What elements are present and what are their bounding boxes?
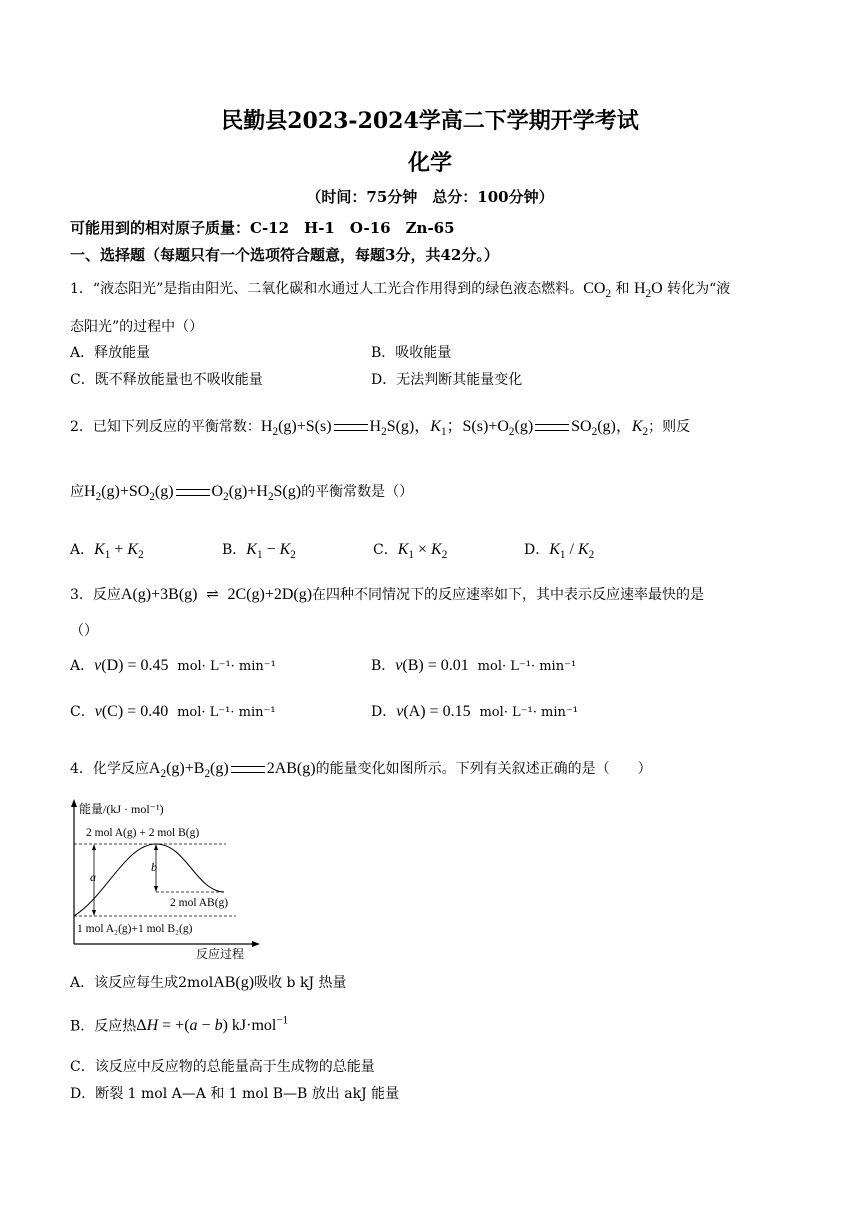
q4-option-b-label: B．反应热 xyxy=(70,1018,137,1035)
x-axis-arrow xyxy=(252,941,260,947)
time-info: （时间：75分钟 总分：100分钟） xyxy=(306,188,554,206)
question-3-stem xyxy=(70,584,704,604)
co2-formula: $CO_2$ xyxy=(583,280,612,301)
q2-reaction-1: $H_2(g)+S(s)$ $H_2S(g)$，$K_1$；$S(s)+O_2(g)$ $SO_2(g)$，$K_2$ xyxy=(260,418,649,439)
q3-option-a: A．v(D) = 0.45 mol· L⁻¹· min⁻¹ xyxy=(70,657,276,674)
q4-option-a-tail: 吸收 b kJ 热量 xyxy=(254,975,347,991)
q3-option-d: D．v(A) = 0.15 mol· L⁻¹· min⁻¹ xyxy=(371,703,578,720)
q3-option-c-label: C． xyxy=(70,704,95,720)
q2-option-a-label: A． xyxy=(70,542,95,558)
q4-stem-b: 的能量变化如图所示。下列有关叙述正确的是（ ） xyxy=(315,761,652,777)
q3-option-d-label: D． xyxy=(371,704,397,720)
q2-option-c-label: C． xyxy=(373,542,398,558)
q2-stem-c: 应 xyxy=(70,484,84,500)
section-one-heading: 一、选择题（每题只有一个选项符合题意，每题3分，共42分。） xyxy=(70,246,499,264)
arrow-a-head-bottom xyxy=(92,910,96,916)
q4-option-c: C．该反应中反应物的总能量高于生成物的总能量 xyxy=(70,1059,375,1075)
question-2-stem-line2 xyxy=(70,481,413,503)
q1-option-a: A．释放能量 xyxy=(70,345,151,361)
h2o-formula: $H_2O$ xyxy=(633,280,663,301)
q2-option-b: B．$K_1 - K_2$ xyxy=(222,541,296,562)
q2-stem-a: 2．已知下列反应的平衡常数： xyxy=(70,419,261,435)
subject-title: 化学 xyxy=(407,150,452,176)
arrow-a-head-top xyxy=(92,844,96,850)
q2-target-reaction: $H_2(g)+SO_2(g)$ $O_2(g)+H_2S(g)$ xyxy=(84,483,302,504)
q4-option-a: A．该反应每生成2molAB(g)吸收 b kJ 热量 xyxy=(70,974,347,991)
q3-option-c: C．v(C) = 0.40 mol· L⁻¹· min⁻¹ xyxy=(70,703,276,720)
label-b: b xyxy=(151,860,157,874)
q3-option-a-label: A． xyxy=(70,658,95,674)
q1-option-b: B．吸收能量 xyxy=(371,345,452,361)
q3-stem-c: （） xyxy=(70,623,98,639)
q3-d-value: 0.15 xyxy=(442,703,471,720)
q3-d-unit: mol· L⁻¹· min⁻¹ xyxy=(479,705,578,720)
mid-level-label: 2 mol AB(g) xyxy=(170,897,229,909)
bottom-level-label: 1 mol A₂(g)+1 mol B₂(g) xyxy=(77,923,193,935)
q4-option-d: D．断裂 1 mol A—A 和 1 mol B—B 放出 akJ 能量 xyxy=(70,1086,400,1102)
y-axis-label: 能量/(kJ · mol⁻¹) xyxy=(79,802,164,816)
q4-option-a-label: A．该反应每生成2mol xyxy=(70,975,214,991)
q2-option-b-label: B． xyxy=(222,542,247,558)
q3-c-value: 0.40 xyxy=(140,703,169,720)
question-4-stem xyxy=(70,758,652,780)
atomic-masses: 可能用到的相对原子质量：C-12 H-1 O-16 Zn-65 xyxy=(70,219,455,237)
q2-stem-b: ；则反 xyxy=(648,419,691,435)
y-axis-arrow xyxy=(71,799,77,807)
q3-a-unit: mol· L⁻¹· min⁻¹ xyxy=(177,659,276,674)
q2-stem-d: 的平衡常数是（） xyxy=(301,484,414,500)
q3-stem-b: 在四种不同情况下的反应速率如下，其中表示反应速率最快的是 xyxy=(312,587,705,603)
energy-diagram xyxy=(66,796,266,961)
q3-b-unit: mol· L⁻¹· min⁻¹ xyxy=(477,659,577,674)
q3-b-value: 0.01 xyxy=(440,657,469,674)
q4-option-b: B．反应热ΔH = +(a − b) kJ·mol$^{-1}$ xyxy=(70,1015,289,1035)
question-1-stem: 1．“液态阳光”是指由阳光、二氧化碳和水通过人工光合作用得到的绿色液态燃料。$CO_2$ 和 $H_2O$ 转化为“液 xyxy=(70,280,731,301)
q1-option-c: C．既不释放能量也不吸收能量 xyxy=(70,372,263,388)
q2-option-a: A．$K_1 + K_2$ xyxy=(70,541,144,562)
q1-stem-a: 1．“液态阳光”是指由阳光、二氧化碳和水通过人工光合作用得到的绿色液态燃料。 xyxy=(70,281,584,297)
exam-title: 民勤县2023-2024学高二下学期开学考试 xyxy=(221,108,639,134)
q3-reaction: A(g)+3B(g) ⇌ 2C(g)+2D(g) xyxy=(120,586,313,603)
q1-option-d: D．无法判断其能量变化 xyxy=(371,372,523,388)
q2-option-c: C．$K_1 \times K_2$ xyxy=(373,541,448,562)
q3-option-b-label: B． xyxy=(371,658,396,674)
q3-a-value: 0.45 xyxy=(140,657,169,674)
q4-reaction: $A_2(g)+B_2(g)$ 2AB(g) xyxy=(148,760,316,781)
x-axis-label: 反应过程 xyxy=(196,947,245,961)
q3-stem-a: 3．反应 xyxy=(70,587,121,603)
q3-option-b: B．v(B) = 0.01 mol· L⁻¹· min⁻¹ xyxy=(371,657,577,674)
q1-stem-b: 转化为“液 xyxy=(667,281,731,297)
q1-stem-c: 态阳光”的过程中（） xyxy=(70,319,204,335)
q2-option-d-label: D． xyxy=(524,542,550,558)
label-a: a xyxy=(90,870,96,884)
q2-option-d: D．$K_1 / K_2$ xyxy=(524,541,595,562)
q4-stem-a: 4．化学反应 xyxy=(70,761,149,777)
top-level-label: 2 mol A(g) + 2 mol B(g) xyxy=(86,827,200,839)
q3-c-unit: mol· L⁻¹· min⁻¹ xyxy=(177,705,276,720)
arrow-b-head-top xyxy=(154,844,158,850)
question-2-stem xyxy=(70,413,690,438)
arrow-b-head-bottom xyxy=(154,886,158,892)
